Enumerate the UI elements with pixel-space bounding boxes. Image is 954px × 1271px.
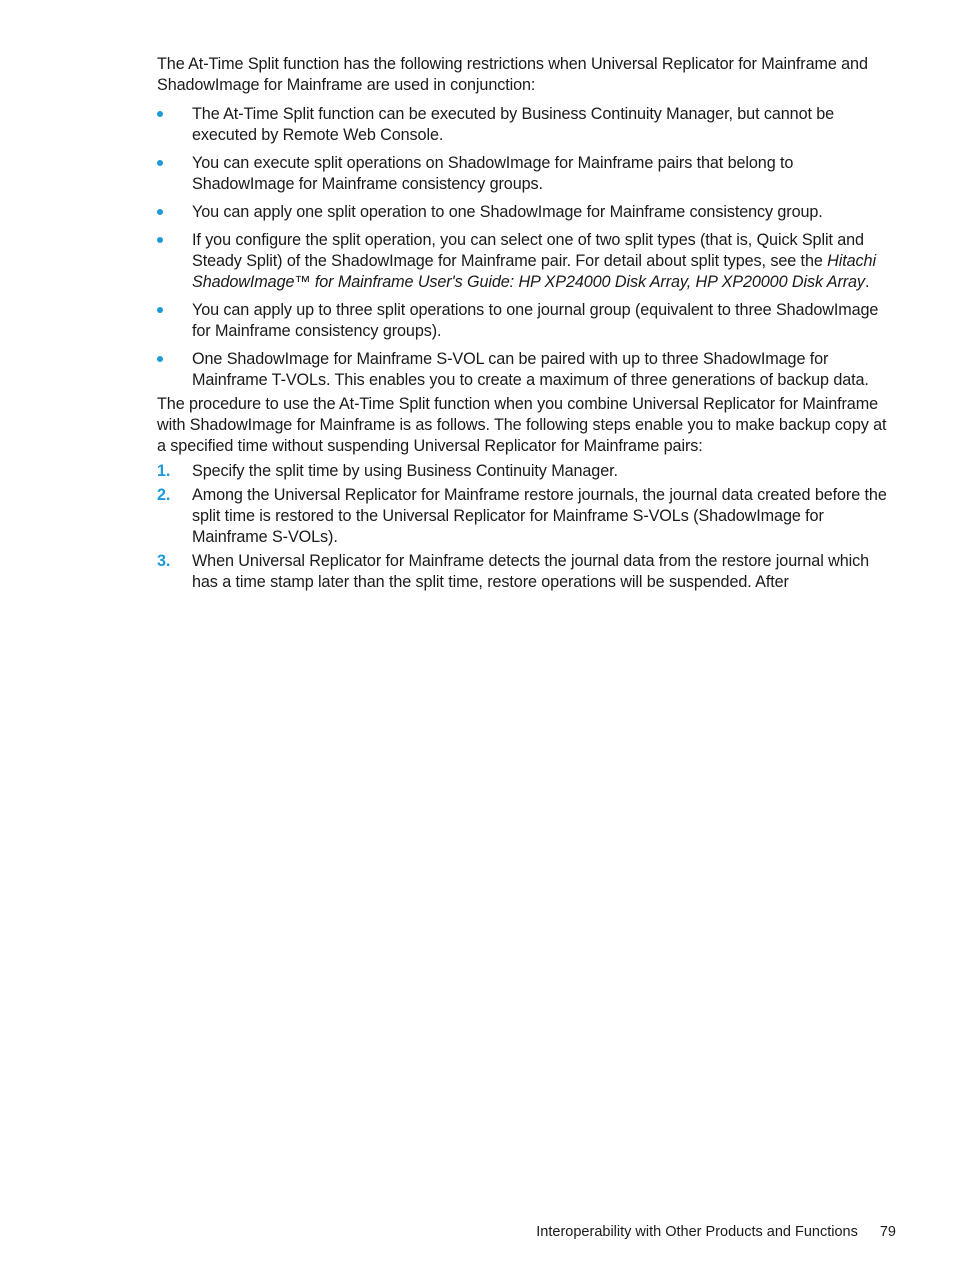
- bullet-icon: [157, 160, 163, 166]
- bullet-icon: [157, 209, 163, 215]
- step-item: 2. Among the Universal Replicator for Mainframe restore journals, the journal data created before the split time is restored to the Universal Replicator for Mainframe S-VOLs (ShadowImage for Mainframe S-VOLs).: [157, 486, 887, 546]
- step-item: 3. When Universal Replicator for Mainframe detects the journal data from the restore journal which has a time stamp later than the split time, restore operations will be suspended. After: [157, 552, 869, 591]
- intro-paragraph: The At-Time Split function has the following restrictions when Universal Replicator for Mainframe and ShadowImage for Mainframe are used in conjunction:: [157, 55, 868, 94]
- step-item: 1. Specify the split time by using Business Continuity Manager.: [157, 462, 618, 480]
- list-item: One ShadowImage for Mainframe S-VOL can be paired with up to three ShadowImage for Mainframe T-VOLs. This enables you to create a maximum of three generations of backup data.: [157, 349, 899, 391]
- step-number: 3.: [157, 552, 171, 570]
- bullet-icon: [157, 356, 163, 362]
- restrictions-list: [157, 104, 899, 391]
- page-number: 79: [879, 1224, 896, 1240]
- footer-section-title: Interoperability with Other Products and Functions: [536, 1224, 858, 1240]
- bullet-icon: [157, 237, 163, 243]
- procedure-steps: [157, 461, 899, 593]
- list-item: If you configure the split operation, you can select one of two split types (that is, Quick Split and Steady Split) of the ShadowImage for Mainframe pair. For detail about split types, see the Hitachi ShadowImage™ for Mainframe User's Guide: HP XP24000 Disk Array, HP XP20000 Disk Array.: [157, 230, 899, 293]
- document-page: [157, 54, 899, 596]
- page-footer: [536, 1222, 896, 1242]
- step-number: 1.: [157, 462, 171, 480]
- list-item: You can apply up to three split operations to one journal group (equivalent to three ShadowImage for Mainframe consistency groups).: [157, 300, 899, 342]
- step-number: 2.: [157, 486, 171, 504]
- list-item: You can apply one split operation to one ShadowImage for Mainframe consistency group.: [157, 202, 899, 223]
- bullet-icon: [157, 307, 163, 313]
- bullet-icon: [157, 111, 163, 117]
- list-item: You can execute split operations on ShadowImage for Mainframe pairs that belong to ShadowImage for Mainframe consistency groups.: [157, 153, 899, 195]
- guide-reference: Hitachi ShadowImage™ for Mainframe User's Guide: HP XP24000 Disk Array, HP XP20000 Disk Array: [192, 252, 876, 291]
- procedure-intro-paragraph: The procedure to use the At-Time Split function when you combine Universal Replicator for Mainframe with ShadowImage for Mainframe is as follows. The following steps enable you to make backup copy at a specified time without suspending Universal Replicator for Mainframe pairs:: [157, 395, 887, 455]
- list-item: The At-Time Split function can be executed by Business Continuity Manager, but cannot be executed by Remote Web Console.: [157, 104, 899, 146]
